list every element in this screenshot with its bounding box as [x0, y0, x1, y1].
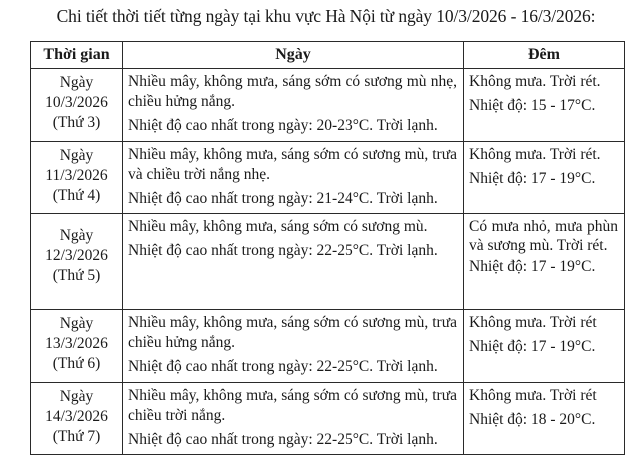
time-label: Ngày: [59, 74, 94, 91]
table-row: [31, 142, 625, 214]
day-cell: [123, 69, 464, 142]
header-day: Ngày: [123, 42, 464, 69]
time-date: 11/3/2026: [45, 167, 108, 184]
day-temperature: Nhiệt độ cao nhất trong ngày: 22-25°C. Trời lạnh.: [128, 431, 438, 448]
table-row: [31, 69, 625, 142]
header-night: Đêm: [464, 42, 625, 69]
time-label: Ngày: [59, 388, 94, 405]
night-description: Có mưa nhỏ, mưa phùn và sương mù. Trời rét.: [469, 218, 618, 254]
day-temperature: Nhiệt độ cao nhất trong ngày: 22-25°C. Trời lạnh.: [128, 358, 438, 375]
time-date: 14/3/2026: [45, 408, 108, 425]
day-temperature: Nhiệt độ cao nhất trong ngày: 22-25°C. Trời lạnh.: [128, 242, 438, 259]
night-temperature: Nhiệt độ: 17 - 19°C.: [469, 170, 596, 187]
night-cell: [464, 142, 625, 214]
time-weekday: (Thứ 3): [52, 114, 101, 131]
day-cell: [123, 383, 464, 455]
day-cell: [123, 142, 464, 214]
night-temperature: Nhiệt độ: 17 - 19°C.: [469, 258, 596, 275]
table-row: [31, 383, 625, 455]
time-label: Ngày: [59, 147, 94, 164]
time-date: 13/3/2026: [45, 335, 108, 352]
night-cell: [464, 310, 625, 383]
document-title: Chi tiết thời tiết từng ngày tại khu vực Hà Nội từ ngày 10/3/2026 - 16/3/2026:: [56, 6, 596, 26]
day-description: Nhiều mây, không mưa, sáng sớm có sương mù.: [128, 218, 428, 235]
time-label: Ngày: [59, 315, 94, 332]
day-description: Nhiều mây, không mưa, sáng sớm có sương mù, trưa và chiều trời nắng nhẹ.: [128, 146, 457, 183]
night-temperature: Nhiệt độ: 17 - 19°C.: [469, 338, 596, 355]
day-description: Nhiều mây, không mưa, sáng sớm có sương mù, trưa chiều trời nắng.: [128, 387, 457, 424]
night-cell: [464, 383, 625, 455]
night-cell: [464, 214, 625, 310]
day-cell: [123, 214, 464, 310]
time-cell: [31, 310, 123, 383]
night-description: Không mưa. Trời rét: [469, 387, 597, 404]
time-weekday: (Thứ 4): [52, 187, 101, 204]
weather-forecast-table: [30, 41, 625, 455]
time-cell: [31, 142, 123, 214]
table-row: [31, 214, 625, 310]
table-header-row: [31, 42, 625, 69]
night-description: Không mưa. Trời rét.: [469, 146, 601, 163]
day-description: Nhiều mây, không mưa, sáng sớm có sương mù nhẹ, chiều hửng nắng.: [128, 73, 457, 110]
night-cell: [464, 69, 625, 142]
time-weekday: (Thứ 7): [52, 428, 101, 445]
day-cell: [123, 310, 464, 383]
night-description: Không mưa. Trời rét: [469, 314, 597, 331]
time-label: Ngày: [59, 227, 94, 244]
day-description: Nhiều mây, không mưa, sáng sớm có sương mù, trưa chiều hửng nắng.: [128, 314, 457, 351]
day-temperature: Nhiệt độ cao nhất trong ngày: 20-23°C. Trời lạnh.: [128, 117, 438, 134]
night-temperature: Nhiệt độ: 18 - 20°C.: [469, 411, 596, 428]
night-description: Không mưa. Trời rét.: [469, 73, 601, 90]
time-cell: [31, 214, 123, 310]
table-row: [31, 310, 625, 383]
time-date: 12/3/2026: [45, 247, 108, 264]
header-time: Thời gian: [31, 42, 123, 69]
time-weekday: (Thứ 6): [52, 355, 101, 372]
time-weekday: (Thứ 5): [52, 267, 101, 284]
day-temperature: Nhiệt độ cao nhất trong ngày: 21-24°C. Trời lạnh.: [128, 190, 438, 207]
time-date: 10/3/2026: [45, 94, 108, 111]
time-cell: [31, 383, 123, 455]
time-cell: [31, 69, 123, 142]
night-temperature: Nhiệt độ: 15 - 17°C.: [469, 97, 596, 114]
